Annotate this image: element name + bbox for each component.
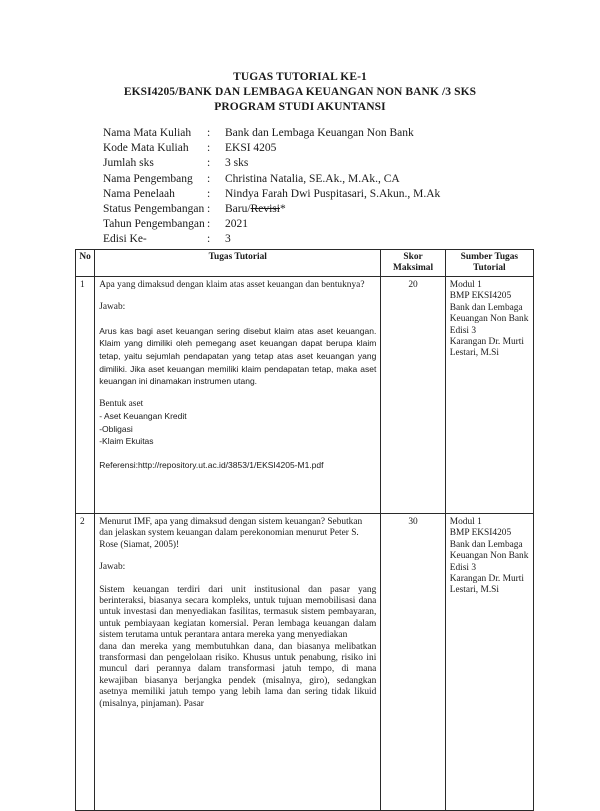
source-line: Modul 1 <box>449 517 482 527</box>
header-no: No <box>76 250 95 277</box>
info-value: 2021 <box>225 218 248 231</box>
info-value: 3 <box>225 233 231 246</box>
question-text: Menurut IMF, apa yang dimaksud dengan sistem keuangan? Sebutkan dan jelaskan system keuangan dalam perekonomian menurut Peter S. Rose (Siamat, 2005)! <box>99 517 363 550</box>
info-row-nama-mk <box>103 126 440 141</box>
source-line: BMP EKSI4205 Bank dan Lembaga Keuangan Non Bank Edisi 3 <box>449 528 529 573</box>
info-colon: : <box>207 203 211 216</box>
info-colon: : <box>207 157 211 170</box>
answer-text: Sistem keuangan terdiri dari unit institusional dan pasar yang berinteraksi, biasanya secara kompleks, untuk tujuan memobilisasi dana untuk investasi dan menyediakan fasilitas, termasuk sistem pembayaran, untuk pembiayaan kegiatan komersial. Peran lembaga keuangan dalam sistem terutama untuk perantara antara mereka yang menyediakan <box>99 584 377 641</box>
row-number: 1 <box>76 277 95 514</box>
tutorial-table <box>75 249 534 811</box>
answer-text: Arus kas bagi aset keuangan sering disebut klaim atas aset keuangan. Klaim yang dimiliki oleh pemegang aset keuangan dapat berupa klaim tetap, yaitu sejumlah pendapatan yang tetap atas aset keuangan yang dimiliki. Jika aset keuangan memiliki klaim pendapatan tetap, maka aset keuangan ini dinamakan instrumen utang. <box>99 325 377 387</box>
info-colon: : <box>207 127 211 139</box>
task-cell <box>95 514 381 811</box>
info-row-kode-mk <box>103 141 440 156</box>
info-value: Bank dan Lembaga Keuangan Non Bank <box>225 127 414 139</box>
info-label: Tahun Pengembangan <box>103 218 205 231</box>
info-value: Nindya Farah Dwi Puspitasari, S.Akun., M.Ak <box>225 187 441 200</box>
list-item: -Klaim Ekuitas <box>99 436 154 447</box>
status-revisi-struck: Revisi <box>250 203 280 216</box>
source-line: Modul 1 <box>449 280 482 290</box>
source-cell <box>445 277 533 514</box>
header-score: Skor Maksimal <box>381 250 445 277</box>
header-program: PROGRAM STUDI AKUNTANSI <box>214 101 386 113</box>
info-value: EKSI 4205 <box>225 142 277 155</box>
info-value <box>225 202 286 217</box>
header-title: TUGAS TUTORIAL KE-1 <box>233 71 367 83</box>
info-row-edisi <box>103 232 440 247</box>
question-text: Apa yang dimaksud dengan klaim atas asset keuangan dan bentuknya? <box>99 280 365 290</box>
status-asterisk: * <box>279 203 286 216</box>
info-colon: : <box>207 172 211 185</box>
info-label: Nama Pengembang <box>103 172 193 185</box>
source-line: BMP EKSI4205 Bank dan Lembaga Keuangan Non Bank Edisi 3 <box>449 291 529 336</box>
info-label: Jumlah sks <box>103 157 154 170</box>
info-label: Nama Mata Kuliah <box>103 127 192 139</box>
reference-text: Referensi:http://repository.ut.ac.id/3853/1/EKSI4205-M1.pdf <box>99 459 324 470</box>
info-colon: : <box>207 142 211 155</box>
table-header-row <box>76 250 534 277</box>
course-info <box>103 126 440 248</box>
info-row-tahun <box>103 217 440 232</box>
score-cell: 30 <box>381 514 445 811</box>
info-label: Status Pengembangan <box>103 203 205 216</box>
jawab-label: Jawab: <box>99 302 126 313</box>
info-row-status <box>103 202 440 217</box>
info-colon: : <box>207 218 211 231</box>
list-item: - Aset Keuangan Kredit <box>99 411 187 422</box>
jawab-label: Jawab: <box>99 562 126 573</box>
task-cell <box>95 277 381 514</box>
info-row-sks <box>103 156 440 171</box>
table-row <box>76 277 534 514</box>
row-number: 2 <box>76 514 95 811</box>
info-colon: : <box>207 187 211 200</box>
info-value: 3 sks <box>225 157 249 170</box>
source-cell <box>445 514 533 811</box>
header-task: Tugas Tutorial <box>95 250 381 277</box>
source-line: Karangan Dr. Murti Lestari, M.Si <box>449 337 524 359</box>
header-course: EKSI4205/BANK DAN LEMBAGA KEUANGAN NON BANK /3 SKS <box>123 86 477 98</box>
score-cell: 20 <box>381 277 445 514</box>
status-baru: Baru/ <box>225 203 251 216</box>
info-colon: : <box>207 233 211 246</box>
info-value: Christina Natalia, SE.Ak., M.Ak., CA <box>225 172 400 185</box>
bentuk-label: Bentuk aset <box>99 398 144 409</box>
info-row-penelaah <box>103 187 440 202</box>
answer-text-continued: dana dan mereka yang membutuhkan dana, dan biasanya melibatkan transformasi dan pengelolaan risiko. Khusus untuk penabung, risiko ini muncul dari perannya dalam transformasi jatuh tempo, di mana kewajiban biasanya berjangka pendek (misalnya, giro), sedangkan asetnya memiliki jatuh tempo yang lebih lama dan sering tidak likuid (misalnya, pinjaman). Pasar <box>99 641 377 709</box>
info-row-pengembang <box>103 172 440 187</box>
header-source: Sumber Tugas Tutorial <box>445 250 533 277</box>
source-line: Karangan Dr. Murti Lestari, M.Si <box>449 574 524 596</box>
info-label: Edisi Ke- <box>103 233 147 246</box>
document-header <box>0 70 600 115</box>
info-label: Kode Mata Kuliah <box>103 142 189 155</box>
table-row <box>76 514 534 811</box>
list-item: -Obligasi <box>99 423 133 434</box>
info-label: Nama Penelaah <box>103 187 175 200</box>
